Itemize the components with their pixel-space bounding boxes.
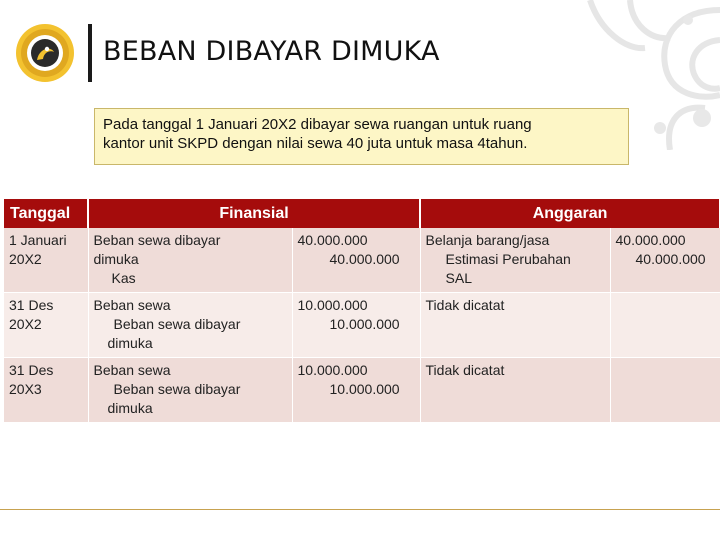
credit-account-cont: dimuka [107,335,153,351]
financial-amount-cell [292,358,420,423]
credit-account-cont: dimuka [107,400,153,416]
credit-account: Kas [111,270,136,286]
university-seal-icon [14,22,76,84]
credit-account: Estimasi Perubahan [445,251,571,267]
slide-title: BEBAN DIBAYAR DIMUKA [103,36,440,67]
budget-amount-cell [610,358,720,423]
financial-account-cell [88,293,292,358]
debit-amount: 10.000.000 [297,362,368,378]
title-divider [88,24,92,82]
debit-account: Belanja barang/jasa [425,232,550,248]
table-row [4,358,720,423]
date-line: 20X2 [9,251,42,267]
budget-account-cell [420,228,610,293]
credit-account: Beban sewa dibayar [113,316,241,332]
table-row [4,293,720,358]
date-line: 31 Des [9,297,54,313]
debit-amount: 40.000.000 [615,232,686,248]
budget-amount-cell [610,228,720,293]
budget-note: Tidak dicatat [425,297,505,313]
financial-account-cell [88,358,292,423]
financial-amount-cell [292,228,420,293]
debit-amount: 40.000.000 [297,232,368,248]
debit-account: Beban sewa dibayar [93,232,221,248]
date-line: 20X3 [9,381,42,397]
credit-amount: 10.000.000 [329,381,400,397]
financial-account-cell [88,228,292,293]
credit-account: Beban sewa dibayar [113,381,241,397]
budget-account-cell [420,293,610,358]
budget-note: Tidak dicatat [425,362,505,378]
budget-amount-cell [610,293,720,358]
journal-table [4,199,720,423]
debit-amount: 10.000.000 [297,297,368,313]
budget-account-cell [420,358,610,423]
debit-account: Beban sewa [93,362,171,378]
case-description-box [94,108,629,165]
date-line: 1 Januari [9,232,67,248]
date-cell [4,228,88,293]
credit-amount: 40.000.000 [635,251,706,267]
credit-amount: 40.000.000 [329,251,400,267]
footer-divider [0,509,720,510]
case-line-2: kantor unit SKPD dengan nilai sewa 40 juta untuk masa 4tahun. [103,135,528,152]
credit-account: SAL [445,270,472,286]
table-header-row [4,199,720,228]
table-row [4,228,720,293]
header-tanggal: Tanggal [4,199,88,228]
debit-account-cont: dimuka [93,251,139,267]
credit-amount: 10.000.000 [329,316,400,332]
header-anggaran: Anggaran [420,199,720,228]
financial-amount-cell [292,293,420,358]
date-line: 20X2 [9,316,42,332]
date-cell [4,293,88,358]
debit-account: Beban sewa [93,297,171,313]
case-line-1: Pada tanggal 1 Januari 20X2 dibayar sewa ruangan untuk ruang [103,116,532,133]
header-finansial: Finansial [88,199,420,228]
date-cell [4,358,88,423]
date-line: 31 Des [9,362,54,378]
